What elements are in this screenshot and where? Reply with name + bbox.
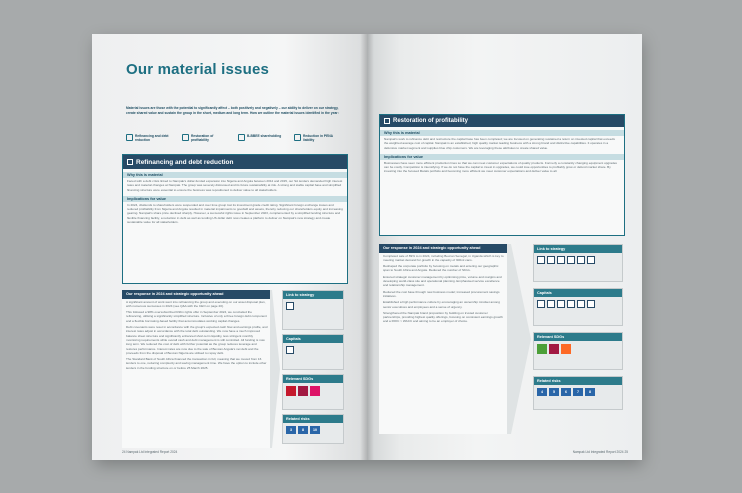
sdg-icon: [310, 386, 320, 396]
profitability-icon: [182, 134, 189, 141]
response-paragraph: Strengthened the Nampak brand proposition by building on trusted customer partnerships, providing highest quality offerings, focusing on consistent earnings growth and a ROIC > WACC and aiming to be an employer of choice.: [383, 310, 503, 324]
sdg-icon: [561, 344, 571, 354]
right-footer: Nampak Ltd Integrated Report 2024 25: [572, 450, 628, 454]
implications-heading: Implications for value: [380, 154, 624, 160]
legend-label: B-BBEE shareholding: [247, 134, 282, 138]
capitals-card: [533, 288, 623, 326]
strategy-icon: [537, 256, 545, 264]
capitals-title: Capitals: [534, 289, 622, 297]
risk-badge: 10: [310, 426, 320, 434]
issue-heading-text: Refinancing and debt reduction: [136, 158, 234, 166]
refinancing-icon: [127, 159, 133, 165]
intro-text: Material issues are those with the potential to significantly affect – both positively and negatively – our ability to deliver on our strategy, create shared value and sustain the group in the short, medium and long term. How we outline the material issues identified in the year:: [126, 106, 339, 115]
legend-item-pena: [294, 134, 344, 142]
response-paragraph: Reshaped the corporate portfolio by focusing on metals and entering our geographic span to South Africa and Angola. Reduced the number of SKUs.: [383, 264, 499, 273]
link-to-strategy-title: Link to strategy: [534, 245, 622, 253]
legend-item-refinancing: [126, 134, 176, 142]
capitals-title: Capitals: [283, 335, 343, 343]
sdg-icon: [537, 344, 547, 354]
profitability-icon: [384, 118, 390, 124]
sdgs-card: [533, 332, 623, 370]
strategy-icon: [587, 256, 595, 264]
response-paragraph: Debt covenants were reset in accordance with the group's expected cash flow and earnings profile, and interest rates adjust in accordance with the total debt outstanding. We now have a much improved balance sheet structure and significantly enhanced short-term liquidity, less stringent monthly monitoring requirements while overall cash and debt management is still controlled. All funding is now long term. We reduced the cost of debt with further potential as the group reduces leverage and restores performance. Interest rates are now due to the sale of Bevcan Angola's net debt and the proceeds from the disposal of Bevcan Nigeria are utilised to repay debt.: [126, 325, 268, 355]
capital-icon: [557, 300, 565, 308]
relevant-sdgs-title: Relevant SDGs: [534, 333, 622, 341]
strategy-icon: [286, 302, 294, 310]
issues-legend: [126, 134, 344, 142]
risk-badge: 8: [298, 426, 308, 434]
response-paragraph: A significant amount of work went into refinancing the group and executing on our asset disposal plan, with numerous successes in 2024 (see Q&A with the CEO on page 20).: [126, 299, 266, 308]
implications-text: In 2024, dividends to shareholders were suspended and over time group lost its investment grade credit rating. Significant foreign exchange losses and reduced profitability from Nigeria and Angola resulted in material impairments to goodwill and assets, thereby reducing our shareholders equity and increasing gearing. Nampak's share price declined sharply. However, a successful rights issue in September 2023, complemented by a simplified lending structure and flexible financing facility, a reduction in debt as well as lending US dollar debt now creates a platform to deliver on Nampak's new strategy and create sustainable value for all stakeholders.: [127, 202, 343, 225]
capital-icon: [577, 300, 585, 308]
legend-label: Refinancing and debt reduction: [135, 134, 169, 142]
strategy-icon: [577, 256, 585, 264]
response-paragraph: This followed a 98% oversubscribed R2bn rights offer in September 2024, we concluded the refinancing, utilising a significantly simplified structure. Inclusive of only a three foreign debt component and a flexible borrowing-based facility that accommodates working capital changes.: [126, 310, 267, 323]
risk-badge: 6: [561, 388, 571, 396]
implications-text: Businesses have seen more efficient production lines so that we can meet customer expectations of quality products. Formerly a constantly changing equipment upgrades can be costly. Competition is intensifying. If we do not have the capital to invest in upgrades, we could lose opportunities to profitably grow or defend market share. By investing into the focused Metals portfolio and becoming more efficient we meet customer expectations and deliver value to all.: [384, 160, 617, 174]
risk-badge: 5: [549, 388, 559, 396]
legend-item-profitability: [182, 134, 232, 142]
risk-badge: 8: [585, 388, 595, 396]
response-paragraph: Established a high performance culture by encouraging an ownership mindset among senior executives and employees and a sense of urgency.: [383, 300, 500, 309]
response-arrow: [507, 244, 531, 434]
risk-badge: 3: [286, 426, 296, 434]
legend-label: Reduction in PENA liability: [303, 134, 333, 142]
strategy-icon: [547, 256, 555, 264]
left-page: [92, 34, 367, 460]
bbbee-icon: [238, 134, 245, 141]
response-paragraph: Completed sale of 89% to in 2024, including Bevcan Senegal, in Uganda which is key to meeting market demand for growth in the capacity of 300ml cans.: [383, 253, 504, 262]
right-page: [367, 34, 642, 460]
sdg-icon: [286, 386, 296, 396]
response-paragraph: Ensured strategic customer management by optimising price, volume and margins and developing world-class site and operational planning. Emphasised service excellence and relationship management.: [383, 274, 502, 288]
sdg-icon: [298, 386, 308, 396]
link-to-strategy-card: [282, 290, 344, 330]
book-spine: [360, 34, 374, 460]
open-report: [92, 34, 642, 460]
related-risks-title: Related risks: [534, 377, 622, 385]
risk-badge: 7: [573, 388, 583, 396]
strategy-icon: [557, 256, 565, 264]
why-material-text: Nampak's work to refinance debt and restructure the capital base has been completed; we are focused on generating sustained a return on invested capital that exceeds the weighted average cost of capital. Nampak is an established, high quality market leading business with a strong brand and distinctive capabilities. It operates in a defensive market segment and supplies blue chip customers. We are leveraging these attributes to create shared value.: [384, 137, 615, 150]
sdgs-card: [282, 374, 344, 410]
capital-icon: [286, 346, 294, 354]
why-material-text: Faced with a debt crisis linked to Nampak's dollar-funded expansion into Nigeria and Angola between 2012 and 2015, our SA lenders demanded high interest rates and material changes at Nampak. The group was severely distressed and its future sustainability at risk. A strong and stable capital base and simplified financing structure were essential to ensure the business was repositioned to deliver value to all stakeholders.: [127, 179, 343, 192]
response-heading: Our response in 2024 and strategic opportunity ahead: [122, 290, 272, 299]
response-heading: Our response in 2024 and strategic opportunity ahead: [379, 244, 509, 253]
link-to-strategy-title: Link to strategy: [283, 291, 343, 299]
capital-icon: [567, 300, 575, 308]
response-arrow: [270, 290, 280, 448]
issue-heading-text: Restoration of profitability: [393, 118, 468, 124]
profitability-issue-box: [379, 114, 625, 236]
legend-item-bbbee: [238, 134, 288, 142]
reduction-icon: [294, 134, 301, 141]
link-to-strategy-card: [533, 244, 623, 282]
sdg-icon: [549, 344, 559, 354]
response-paragraph: The Standard Bank of South Africa financed the transaction in full, meaning that we moved from 16 lenders to one, reducing complexity and saving management time. We have the option to include other lenders in the funding structure on or before 25 March 2025.: [126, 357, 267, 370]
page-title: Our material issues: [126, 61, 270, 78]
risk-badge: 4: [537, 388, 547, 396]
refinancing-icon: [126, 134, 133, 141]
capital-icon: [587, 300, 595, 308]
related-risks-title: Related risks: [283, 415, 343, 423]
capital-icon: [537, 300, 545, 308]
strategy-icon: [567, 256, 575, 264]
implications-heading: Implications for value: [123, 196, 347, 202]
related-risks-card: [533, 376, 623, 410]
refinancing-issue-box: [122, 154, 348, 284]
legend-label: Restoration of profitability: [191, 134, 214, 142]
issue-heading: [123, 155, 347, 169]
why-material-heading: Why this is material: [380, 130, 624, 136]
relevant-sdgs-title: Relevant SDGs: [283, 375, 343, 383]
why-material-heading: Why this is material: [123, 172, 347, 178]
left-footer: 24 Nampak Ltd Integrated Report 2024: [122, 450, 178, 454]
issue-heading: [380, 115, 624, 127]
capitals-card: [282, 334, 344, 370]
response-section: [122, 290, 272, 448]
related-risks-card: [282, 414, 344, 444]
capital-icon: [547, 300, 555, 308]
response-paragraph: Reduced the cost base through new business model; increased procurement savings initiatives.: [383, 289, 500, 298]
response-section: [379, 244, 509, 434]
